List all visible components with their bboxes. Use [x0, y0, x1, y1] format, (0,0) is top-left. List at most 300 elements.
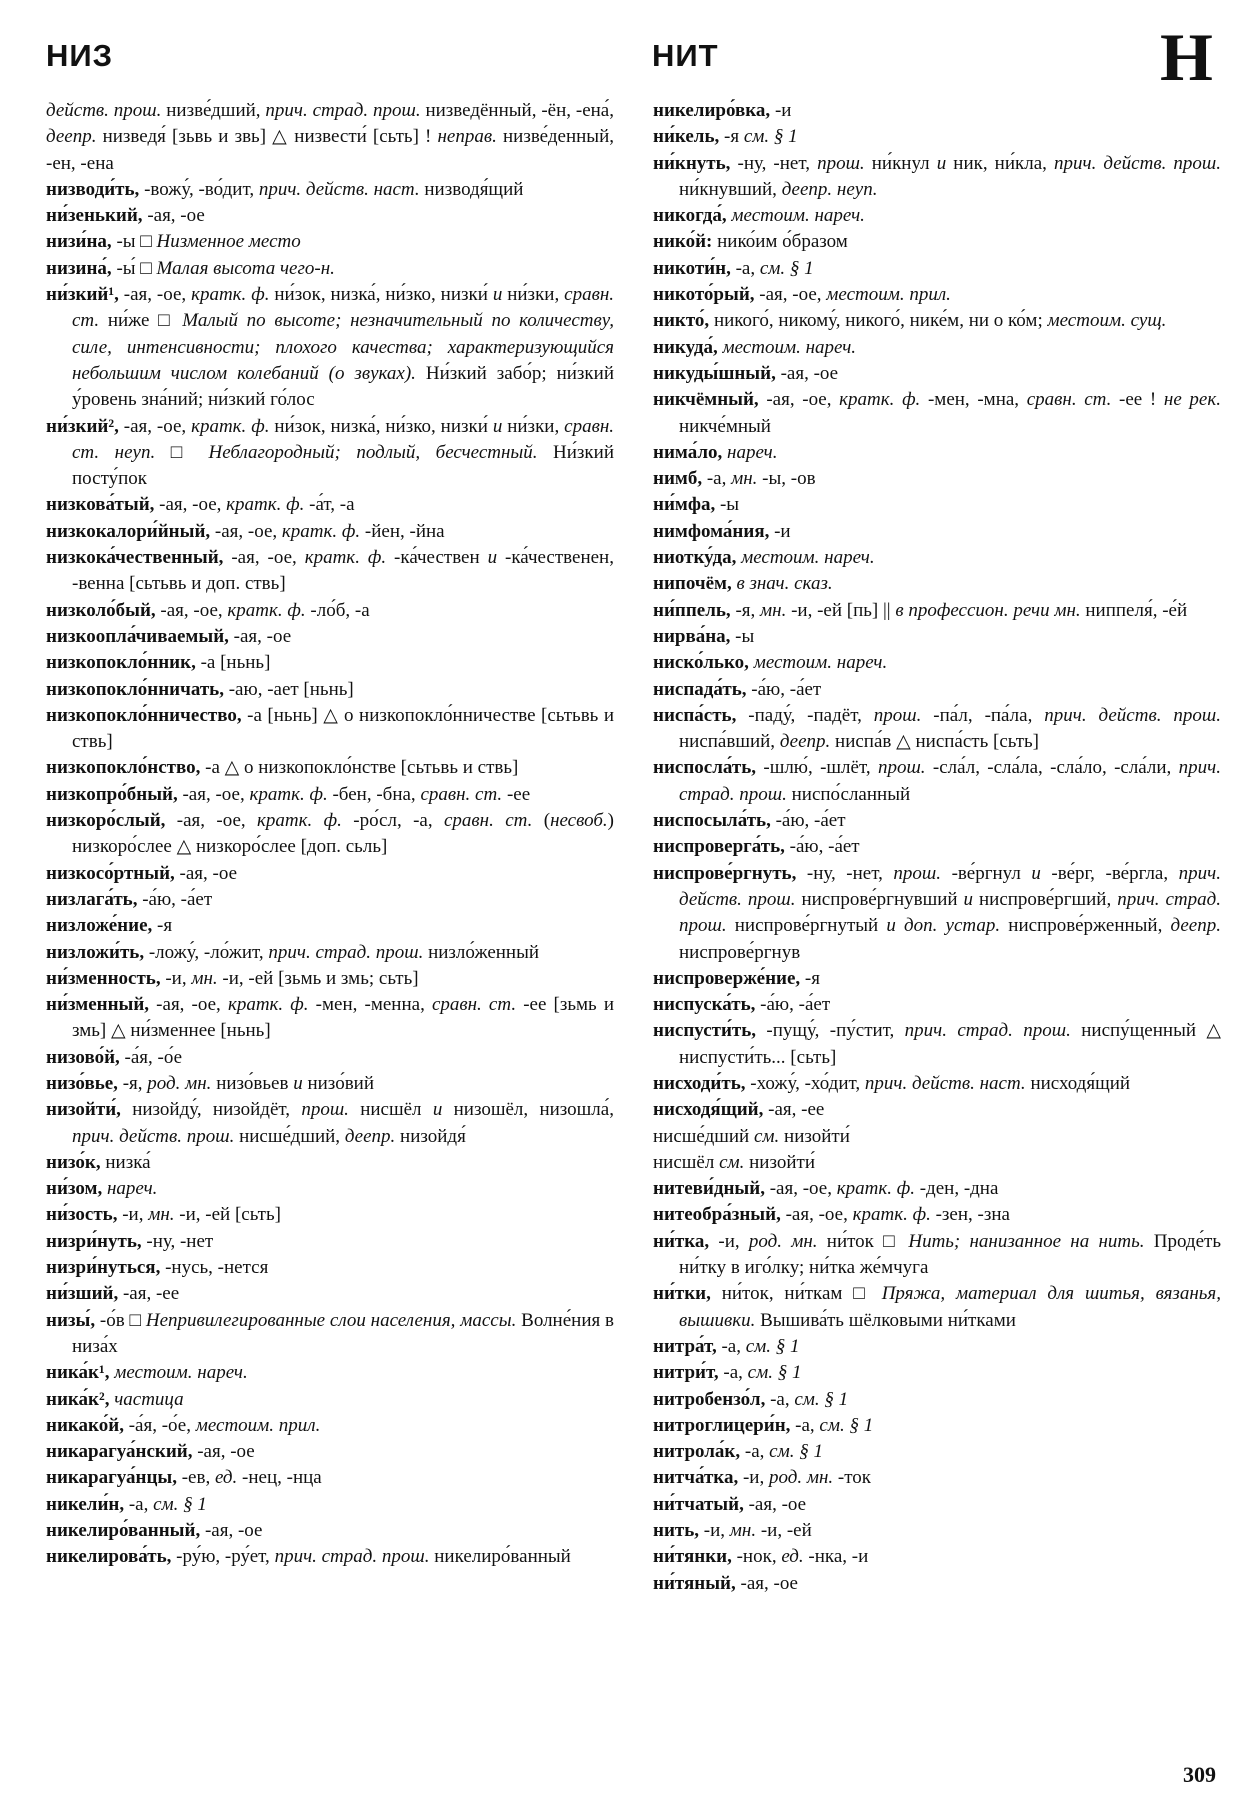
entry-text: -и,	[699, 1520, 730, 1542]
grammar-label: см. § 1	[743, 126, 798, 148]
dictionary-entry	[46, 1465, 614, 1491]
entry-text: никче́мный	[679, 415, 771, 437]
grammar-label: мн.	[731, 468, 758, 490]
entry-text: -ы □	[111, 231, 157, 253]
grammar-label: Малый по высоте; незначительный по количеству, силе, интенсивности; плохого качества; характеризующийся небольшим числом колебаний (о звуках).	[72, 310, 614, 384]
grammar-label: кратк. ф.	[836, 1178, 915, 1200]
dictionary-entry	[46, 1281, 614, 1307]
dictionary-entry	[46, 1413, 614, 1439]
grammar-label: см. § 1	[819, 1414, 874, 1436]
dictionary-entry	[653, 545, 1221, 571]
headword: никуда́,	[653, 336, 718, 358]
grammar-label: кратк. ф.	[839, 389, 921, 411]
dictionary-entry	[46, 1229, 614, 1255]
grammar-label: и доп. устар.	[886, 915, 1001, 937]
headword: низо́к,	[46, 1151, 101, 1173]
dictionary-entry	[653, 624, 1221, 650]
grammar-label: см. § 1	[769, 1441, 823, 1463]
dictionary-entry	[653, 1439, 1221, 1465]
dictionary-entry	[653, 1229, 1221, 1282]
entry-text: ниспрове́ргнув	[679, 941, 801, 963]
dictionary-entry	[46, 256, 614, 282]
left-column	[46, 98, 614, 1571]
dictionary-entry	[653, 440, 1221, 466]
entry-text: ни́зок, низка́, ни́зко, низки́	[269, 284, 493, 306]
entry-text: ниппеля́, -е́й	[1080, 599, 1188, 621]
entry-text: (	[532, 810, 551, 832]
dictionary-entry	[653, 1334, 1221, 1360]
headword: низколо́бый,	[46, 599, 156, 621]
entry-text: -ая, -ое,	[149, 994, 228, 1016]
grammar-label: и	[487, 547, 498, 569]
headword: нитробензо́л,	[653, 1388, 766, 1410]
headword: ни́тки,	[653, 1283, 711, 1305]
grammar-label: род. мн.	[768, 1467, 834, 1489]
grammar-label: местоим. прил.	[195, 1414, 321, 1436]
headword: никоти́н,	[653, 257, 731, 279]
headword: никото́рый,	[653, 284, 755, 306]
headword: низри́нуться,	[46, 1257, 161, 1279]
grammar-label: прош.	[893, 862, 942, 884]
headword: ни́тяный,	[653, 1572, 736, 1594]
dictionary-entry	[653, 650, 1221, 676]
dictionary-entry	[46, 1492, 614, 1518]
grammar-label: Малая высота чего-н.	[156, 257, 335, 279]
grammar-label: местоим. прил.	[826, 284, 951, 306]
grammar-label: мн.	[760, 599, 787, 621]
headword: нитрола́к,	[653, 1441, 741, 1463]
entry-text: -ро́сл, -а,	[341, 810, 444, 832]
headword: никако́й,	[46, 1414, 124, 1436]
entry-text: -ы	[730, 625, 755, 647]
entry-text: -и,	[160, 967, 192, 989]
dictionary-entry	[653, 308, 1221, 334]
grammar-label: кратк. ф.	[281, 520, 361, 542]
headword: ни́зом,	[46, 1178, 103, 1200]
entry-text: -а́ю, -а́ет	[770, 810, 846, 832]
entry-text: нисше́дший,	[234, 1125, 345, 1147]
headword: нимб,	[653, 468, 703, 490]
headword: низлага́ть,	[46, 888, 138, 910]
dictionary-entry	[46, 598, 614, 624]
entry-text: низо́вьев	[211, 1072, 294, 1094]
headword: ниспа́сть,	[653, 704, 737, 726]
grammar-label: нареч.	[722, 441, 778, 463]
entry-text: низойти́	[779, 1125, 850, 1147]
entry-text: -ложу́, -ло́жит,	[144, 941, 269, 963]
entry-text: -ая, -ое,	[177, 783, 250, 805]
grammar-label: ед.	[214, 1467, 238, 1489]
grammar-label: см. § 1	[794, 1388, 849, 1410]
entry-text: -мен, -мна,	[920, 389, 1027, 411]
headword: никарагуа́нцы,	[46, 1467, 177, 1489]
entry-text: -а́я, -о́е,	[123, 1414, 196, 1436]
dictionary-entry	[46, 913, 614, 939]
dictionary-entry	[653, 1492, 1221, 1518]
headword: нитра́т,	[653, 1335, 717, 1357]
headword: нипочём,	[653, 573, 732, 595]
entry-text: ) низкоро́слее △ низкоро́слее [доп. сьль]	[72, 810, 614, 858]
headword: нитроглицери́н,	[653, 1414, 791, 1436]
grammar-label: в профессион. речи мн.	[895, 599, 1081, 621]
dictionary-entry	[653, 151, 1221, 204]
entry-text: ни́зок, низка́, ни́зко, низки́	[269, 415, 493, 437]
grammar-label: прич. страд. прош.	[274, 1546, 430, 1568]
grammar-label: сравн. ст.	[1026, 389, 1112, 411]
entry-text: -ая, -ое,	[223, 547, 305, 569]
grammar-label: кратк. ф.	[226, 494, 305, 516]
dictionary-entry	[653, 755, 1221, 808]
entry-text: -ая, -ое,	[780, 1204, 853, 1226]
dictionary-entry	[653, 1571, 1221, 1597]
dictionary-entry	[653, 98, 1221, 124]
dictionary-entry	[653, 1387, 1221, 1413]
dictionary-entry	[46, 650, 614, 676]
entry-text: -ая, -ее	[763, 1099, 825, 1121]
grammar-label: кратк. ф.	[257, 810, 342, 832]
headword: ни́тянки,	[653, 1546, 732, 1568]
entry-text: -паду́, -падёт,	[736, 704, 874, 726]
headword: ни́зенький,	[46, 205, 143, 227]
dictionary-entry	[653, 571, 1221, 597]
entry-text: ниспрове́рженный,	[1000, 915, 1171, 937]
entry-text: -ее [зьмь и змь] △ ни́зменнее [ньнь]	[72, 994, 614, 1042]
grammar-label: кратк. ф.	[304, 547, 387, 569]
dictionary-entry	[653, 1544, 1221, 1570]
entry-text: ниспрове́ргший,	[973, 888, 1118, 910]
dictionary-entry	[46, 519, 614, 545]
headword: низкока́чественный,	[46, 547, 224, 569]
grammar-label: деепр.	[46, 126, 97, 148]
dictionary-entry	[46, 1045, 614, 1071]
entry-text: нисше́дший	[653, 1125, 754, 1147]
entry-text: никелиро́ванный	[429, 1546, 571, 1568]
running-head-left: НИЗ	[46, 38, 114, 73]
dictionary-entry	[46, 282, 614, 413]
headword: никарагуа́нский,	[46, 1441, 193, 1463]
grammar-label: см.	[753, 1125, 780, 1147]
grammar-label: деепр.	[1170, 915, 1221, 937]
dictionary-entry	[46, 808, 614, 861]
grammar-label: местоим. нареч.	[748, 652, 888, 674]
entry-text: -ая, -ое,	[154, 494, 227, 516]
grammar-label: Нить; нанизанное на нить.	[908, 1230, 1145, 1252]
grammar-label: ед.	[781, 1546, 804, 1568]
entry-text: -мен, -менна,	[308, 994, 432, 1016]
entry-text: -я,	[730, 599, 761, 621]
headword: нима́ло,	[653, 441, 723, 463]
entry-text: -хожу́, -хо́дит,	[745, 1072, 865, 1094]
entry-text: -ее !	[1111, 389, 1164, 411]
grammar-label: деепр.	[344, 1125, 396, 1147]
headword: низводи́ть,	[46, 178, 140, 200]
entry-text: -а́ю, -а́ет	[784, 836, 860, 858]
headword: ни́мфа,	[653, 494, 716, 516]
dictionary-entry	[46, 1360, 614, 1386]
headword: ни́зкий¹,	[46, 284, 119, 306]
dictionary-entry	[46, 755, 614, 781]
grammar-label: и	[293, 1072, 303, 1094]
grammar-label: сравн. ст.	[431, 994, 517, 1016]
headword: ни́ппель,	[653, 599, 731, 621]
entry-text: нисходя́щий	[1025, 1072, 1131, 1094]
entry-text: Проде́ть ни́тку в иго́лку; ни́тка же́мчуга	[679, 1230, 1221, 1279]
headword: нирва́на,	[653, 625, 731, 647]
dictionary-entry	[653, 834, 1221, 860]
entry-text: -ден, -дна	[914, 1178, 999, 1200]
grammar-label: мн.	[148, 1204, 175, 1226]
grammar-label: прич. действ. наст.	[864, 1072, 1026, 1094]
dictionary-entry	[46, 229, 614, 255]
dictionary-entry	[46, 1097, 614, 1150]
headword: никчёмный,	[653, 389, 759, 411]
dictionary-entry	[653, 519, 1221, 545]
dictionary-entry	[653, 1018, 1221, 1071]
entry-text: -ка́чественен, -венна [сьтьвь и доп. ствь]	[72, 547, 614, 595]
dictionary-entry	[46, 1544, 614, 1570]
grammar-label: сравн. ст.	[443, 810, 533, 832]
headword: низкокалори́йный,	[46, 520, 211, 542]
grammar-label: сравн. ст.	[72, 284, 614, 332]
entry-text: -ну, -нет,	[730, 152, 818, 174]
grammar-label: кратк. ф.	[227, 994, 309, 1016]
headword: никогда́,	[653, 205, 727, 227]
entry-text: низка́	[100, 1151, 151, 1173]
entry-text: -а́т, -а	[304, 494, 355, 516]
grammar-label: прич. страд. прош.	[679, 888, 1221, 937]
dictionary-entry	[46, 1202, 614, 1228]
headword: ниспосла́ть,	[653, 757, 757, 779]
dictionary-entry	[653, 1281, 1221, 1334]
headword: низкопокло́нничество,	[46, 704, 242, 726]
entry-text: -ев,	[176, 1467, 215, 1489]
headword: нитри́т,	[653, 1362, 719, 1384]
grammar-label: и	[432, 1099, 443, 1121]
headword: низкоопла́чиваемый,	[46, 625, 229, 647]
entry-text: -а,	[716, 1335, 746, 1357]
entry-text: -ая, -ое,	[754, 284, 827, 306]
headword: низри́нуть,	[46, 1230, 142, 1252]
grammar-label: кратк. ф.	[191, 284, 270, 306]
entry-text: -зен, -зна	[930, 1204, 1010, 1226]
dictionary-entry	[653, 124, 1221, 150]
entry-text: -ее	[502, 783, 531, 805]
dictionary-entry	[46, 861, 614, 887]
headword: ниспуска́ть,	[653, 994, 756, 1016]
dictionary-entry	[653, 861, 1221, 966]
entry-text: ник, ни́кла,	[946, 152, 1054, 174]
headword: ниспрове́ргнуть,	[653, 862, 797, 884]
entry-text: ниспрове́ргнутый	[726, 915, 887, 937]
entry-text: -а [ньнь]	[195, 652, 271, 674]
grammar-label: несвоб.	[550, 810, 608, 832]
grammar-label: Неблагородный; подлый, бесчестный.	[208, 441, 538, 463]
grammar-label: прич. страд. прош.	[265, 100, 421, 121]
dictionary-entry	[46, 98, 614, 177]
headword: ниско́лько,	[653, 652, 749, 674]
headword: ни́зменный,	[46, 994, 150, 1016]
grammar-label: местоим. нареч.	[726, 205, 865, 227]
dictionary-entry	[46, 992, 614, 1045]
grammar-label: см. § 1	[747, 1362, 802, 1384]
dictionary-entry	[653, 282, 1221, 308]
headword: ни́тка,	[653, 1230, 710, 1252]
grammar-label: прич. страд. прош.	[679, 757, 1221, 805]
headword: низо́вье,	[46, 1072, 118, 1094]
headword: низкопокло́нник,	[46, 652, 196, 674]
entry-text: -ая, -ое,	[165, 810, 258, 832]
entry-text: ни́кнул	[864, 152, 937, 174]
grammar-label: местоим. нареч.	[109, 1362, 248, 1384]
dictionary-entry	[653, 1360, 1221, 1386]
headword: низкопокло́нство,	[46, 757, 201, 779]
entry-text: низведя́ [зьвь и звь] △ низвести́ [сьть] !	[96, 126, 438, 148]
dictionary-entry	[653, 1124, 1221, 1150]
headword: нико́й:	[653, 231, 713, 253]
entry-text: -ну, -нет	[141, 1230, 214, 1252]
entry-text: низводя́щий	[419, 178, 524, 200]
entry-text: -пущу́, -пу́стит,	[756, 1020, 905, 1042]
grammar-label: и	[492, 284, 503, 306]
grammar-label: нареч.	[102, 1178, 158, 1200]
entry-text: -а,	[124, 1493, 154, 1515]
headword: никто́,	[653, 310, 710, 332]
entry-text: -а △ о низкопокло́нстве [сьтьвь и ствь]	[200, 757, 519, 779]
dictionary-entry	[653, 992, 1221, 1018]
entry-text: ни́кнувший,	[679, 178, 782, 200]
entry-text: -ру́ю, -ру́ет,	[171, 1546, 275, 1568]
entry-text: -ая, -ое,	[764, 1178, 837, 1200]
dictionary-entry	[46, 940, 614, 966]
dictionary-entry	[653, 598, 1221, 624]
headword: низы́,	[46, 1309, 96, 1331]
entry-text: -и	[770, 100, 792, 121]
headword: ни́зший,	[46, 1283, 119, 1305]
headword: ниспроверже́ние,	[653, 967, 801, 989]
grammar-label: см. § 1	[153, 1493, 207, 1515]
grammar-label: Низменное место	[156, 231, 301, 253]
dictionary-entry	[46, 1387, 614, 1413]
grammar-label: прич. действ. прош.	[1044, 704, 1221, 726]
entry-text: -ло́б, -а	[305, 599, 370, 621]
grammar-label: прич. страд. прош.	[904, 1020, 1071, 1042]
dictionary-entry	[653, 229, 1221, 255]
entry-text: ниспо́сланный	[786, 783, 911, 805]
dictionary-entry	[653, 1071, 1221, 1097]
entry-text: -а,	[718, 1362, 748, 1384]
dictionary-entry	[653, 703, 1221, 756]
entry-text: -шлю́, -шлёт,	[756, 757, 878, 779]
grammar-label: см. § 1	[745, 1335, 800, 1357]
entry-text: -и, -ей [сьть]	[174, 1204, 281, 1226]
headword: ниспада́ть,	[653, 678, 747, 700]
entry-text: -ая, -ое,	[118, 415, 192, 437]
grammar-label: кратк. ф.	[852, 1204, 931, 1226]
entry-text: -а [ньнь] △ о низкопокло́нничестве [сьтьвь и ствь]	[72, 704, 614, 753]
entry-text: нисшёл	[653, 1151, 720, 1173]
entry-text: -йен, -йна	[360, 520, 445, 542]
headword: нисходя́щий,	[653, 1099, 764, 1121]
entry-text: -ве́ргнул	[941, 862, 1032, 884]
entry-text: низойду́, низойдёт,	[120, 1099, 302, 1121]
entry-text: -ая, -ое	[174, 862, 238, 884]
entry-text: низойти́	[744, 1151, 816, 1173]
entry-text: -а,	[765, 1388, 795, 1410]
headword: нитеобра́зный,	[653, 1204, 781, 1226]
headword: ниспусти́ть,	[653, 1020, 757, 1042]
headword: низи́на,	[46, 231, 112, 253]
headword: ниспроверга́ть,	[653, 836, 785, 858]
headword: низкоро́слый,	[46, 810, 166, 832]
entry-text: низошёл, низошла́,	[442, 1099, 614, 1121]
grammar-label: прош.	[301, 1099, 349, 1121]
headword: никелиро́вка,	[653, 100, 771, 121]
entry-text: нисшёл	[348, 1099, 433, 1121]
grammar-label: частица	[109, 1388, 184, 1410]
dictionary-entry	[653, 1097, 1221, 1123]
headword: низкосо́ртный,	[46, 862, 175, 884]
dictionary-entry	[653, 387, 1221, 440]
dictionary-entry	[653, 1518, 1221, 1544]
entry-text: нико́им о́бразом	[712, 231, 848, 253]
headword: нисходи́ть,	[653, 1072, 746, 1094]
dictionary-entry	[653, 361, 1221, 387]
entry-text: -а́ю, -а́ет	[746, 678, 822, 700]
entry-text: -ток	[833, 1467, 871, 1489]
entry-text: -вожу́, -во́дит,	[139, 178, 259, 200]
entry-text: -и, -ей [пь] ||	[786, 599, 896, 621]
grammar-label: прич. действ. прош.	[1054, 152, 1221, 174]
grammar-label: деепр. неуп.	[781, 178, 878, 200]
dictionary-entry	[46, 1176, 614, 1202]
entry-text: ниспрове́ргнувший	[795, 888, 964, 910]
grammar-label: местоим. сущ.	[1047, 310, 1167, 332]
grammar-label: и	[963, 888, 974, 910]
entry-text: -ая, -ое	[743, 1493, 807, 1515]
dictionary-entry	[46, 1255, 614, 1281]
headword: ни́кнуть,	[653, 152, 731, 174]
dictionary-entry	[653, 808, 1221, 834]
entry-text: -и,	[709, 1230, 749, 1252]
headword: нитча́тка,	[653, 1467, 739, 1489]
entry-text: -и,	[117, 1204, 149, 1226]
dictionary-entry	[653, 1413, 1221, 1439]
headword: нимфома́ния,	[653, 520, 770, 542]
grammar-label: прош.	[817, 152, 865, 174]
dictionary-entry	[46, 887, 614, 913]
entry-text: -и	[769, 520, 791, 542]
grammar-label: см.	[719, 1151, 745, 1173]
headword: низкопокло́нничать,	[46, 678, 224, 700]
entry-text: -а́ю, -а́ет	[755, 994, 831, 1016]
grammar-label: кратк. ф.	[191, 415, 270, 437]
grammar-label: прич. действ. наст.	[258, 178, 420, 200]
entry-text: -сла́л, -сла́ла, -сла́ло, -сла́ли,	[925, 757, 1179, 779]
entry-text: -о́в □	[95, 1309, 146, 1331]
dictionary-entry	[46, 1071, 614, 1097]
dictionary-entry	[653, 677, 1221, 703]
headword: ни́зкий²,	[46, 415, 119, 437]
entry-text: низведённый, -ён, -ена́,	[420, 100, 614, 121]
entry-text: -а,	[790, 1414, 820, 1436]
entry-text: низве́денный, -ен, -ена	[46, 126, 614, 174]
grammar-label: см. § 1	[759, 257, 814, 279]
entry-text: -ка́чествен	[386, 547, 488, 569]
entry-text: -а́ю, -а́ет	[137, 888, 213, 910]
entry-text: ни́ток □	[817, 1230, 909, 1252]
entry-text: -я	[719, 126, 744, 148]
entry-text: ни́зки,	[502, 284, 565, 306]
